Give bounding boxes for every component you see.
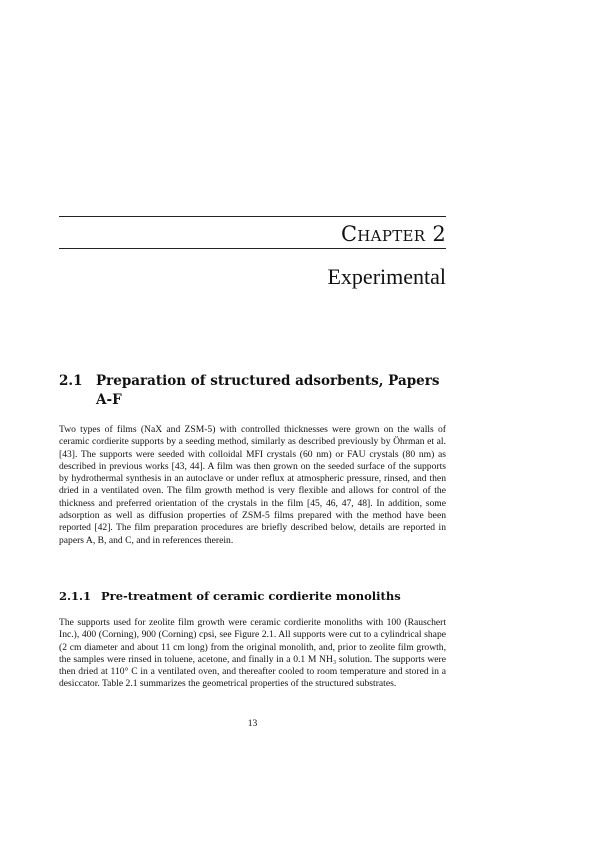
subsection-heading: [59, 589, 401, 603]
section-title: Preparation of structured adsorbents, Papers A-F: [96, 373, 440, 408]
chapter-rule-top: [59, 216, 446, 217]
section-heading: [59, 372, 449, 410]
page-number: 13: [247, 718, 258, 729]
subsection-paragraph: The supports used for zeolite film growth were ceramic cordierite monoliths with 100 (Rauschert Inc.), 400 (Corning), 900 (Corning) cpsi, see Figure 2.1. All supports were cut to a cylindrical shape (2 cm diameter and about 11 cm long) from the original monolith, and, prior to zeolite film growth, the samples were rinsed in toluene, acetone, and finally in a 0.1 M NH₃ solution. The supports were then dried at 110° C in a ventilated oven, and thereafter cooled to room temperature and stored in a desiccator. Table 2.1 summarizes the geometrical properties of the structured substrates.: [59, 617, 446, 690]
subsection-number: 2.1.1: [59, 589, 92, 603]
section-paragraph: Two types of films (NaX and ZSM-5) with controlled thicknesses were grown on the walls of ceramic cordierite supports by a seeding method, similarly as described previously by Öhrman et al. [43]. The supports were seeded with colloidal MFI crystals (60 nm) or FAU crystals (80 nm) as described in previous works [43, 44]. A film was then grown on the seeded surface of the supports by hydrothermal synthesis in an autoclave or under reflux at atmospheric pressure, rinsed, and then dried in a ventilated oven. The film growth method is very flexible and allows for control of the thickness and preferred orientation of the crystals in the film [45, 46, 47, 48]. In addition, some adsorption as well as diffusion properties of ZSM-5 films prepared with the method have been reported [42]. The film preparation procedures are briefly described below, details are reported in papers A, B, and C, and in references therein.: [59, 424, 446, 546]
subsection-title: Pre-treatment of ceramic cordierite monoliths: [101, 589, 401, 603]
chapter-title: Experimental: [327, 264, 446, 289]
chapter-label: Chapter 2: [340, 222, 446, 246]
section-number: 2.1: [59, 373, 83, 389]
chapter-rule-bottom: [59, 248, 446, 249]
